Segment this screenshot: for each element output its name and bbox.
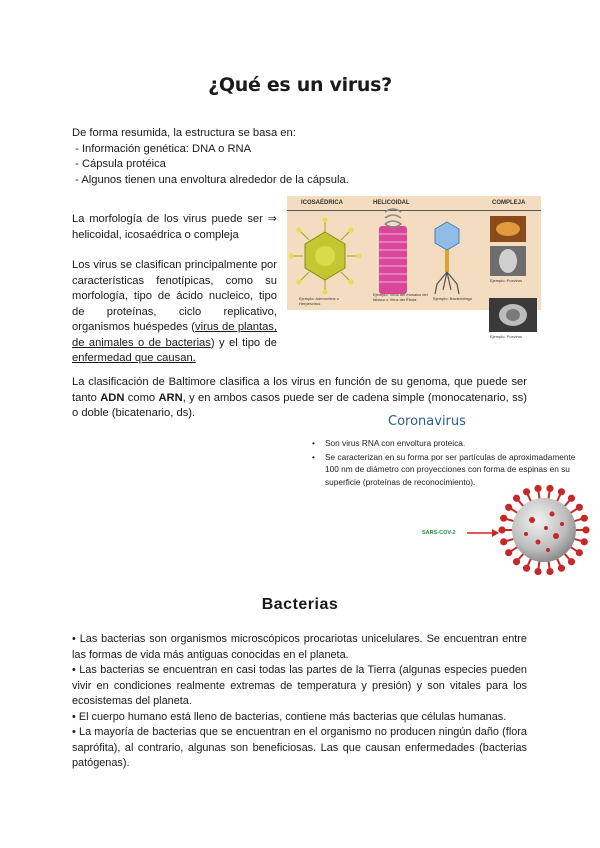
spike-tip bbox=[535, 486, 540, 491]
coronavirus-bullet: • Se caracterizan en su forma por ser partículas de aproximadamente 100 nm de diámetro con proyecciones con forma de espinas en su superficie (proteínas de reconocimiento). bbox=[310, 451, 590, 488]
spike-tip bbox=[577, 505, 582, 510]
figure-credit: Ejemplo: Poxvirus bbox=[490, 334, 523, 339]
dna-term: ADN bbox=[100, 391, 125, 404]
bacteriophage-icon bbox=[435, 222, 459, 294]
spike-tip bbox=[499, 527, 504, 532]
coronavirus-icon bbox=[498, 484, 590, 576]
coronavirus-bullets bbox=[310, 437, 590, 490]
spike-tip bbox=[547, 486, 552, 491]
helical-caption: Ejemplo: Virus del mosaico del tabaco o Virus del Ébola bbox=[373, 292, 428, 302]
bacteria-bullet: • Las bacterias se encuentran en casi todas las partes de la Tierra (algunas especies pueden vivir en condiciones realmente extremas de temperatura y presión) y son vitales para los ecosistemas del planeta. bbox=[72, 664, 527, 707]
morphology-paragraph bbox=[72, 212, 277, 243]
spike-tip bbox=[583, 527, 588, 532]
spike-tip bbox=[506, 550, 511, 555]
spike-tip bbox=[559, 489, 564, 494]
classification-text: Los virus se clasifican principalmente por características fenotípicas, como su morfología, tipo de ácido nucleico, tipo de proteínas, ciclo replicativo, organismos huéspedes ( bbox=[72, 259, 277, 333]
baltimore-text: , y en ambos casos puede ser de cadena simple (monocatenario, ss) o doble (bicatenario, ds). bbox=[72, 391, 527, 419]
spike-tip bbox=[577, 550, 582, 555]
classification-paragraph bbox=[72, 258, 277, 367]
structure-intro: De forma resumida, la estructura se basa en: bbox=[72, 127, 296, 139]
classification-text: ) y el tipo de bbox=[210, 336, 277, 349]
morphology-line: La morfología de los virus puede ser ⇒ bbox=[72, 213, 277, 225]
structure-item: - Algunos tienen una envoltura alrededor de la cápsula. bbox=[72, 173, 349, 186]
phage-caption: Ejemplo: Bacteriófago bbox=[433, 296, 473, 301]
structure-item: - Cápsula protéica bbox=[72, 158, 166, 170]
icosahedral-caption: Ejemplo: Adenovirus o Herpesvirus bbox=[299, 296, 339, 306]
disease-link[interactable]: enfermedad que causan. bbox=[72, 352, 196, 364]
spike-tip bbox=[582, 516, 587, 521]
sars-cov-2-label: SARS-COV-2 bbox=[422, 530, 456, 536]
baltimore-text: como bbox=[124, 391, 159, 404]
bacteria-bullets bbox=[72, 632, 527, 772]
spike-tip bbox=[569, 559, 574, 564]
coronavirus-bullet: • Son virus RNA con envoltura proteica. bbox=[310, 437, 590, 449]
spike-tip bbox=[501, 539, 506, 544]
spike-tip bbox=[506, 505, 511, 510]
page-title: ¿Qué es un virus? bbox=[208, 74, 392, 96]
helical-header: HELICOIDAL bbox=[373, 200, 410, 206]
poxvirus-photo bbox=[489, 298, 537, 332]
spike-tip bbox=[547, 569, 552, 574]
spike-tip bbox=[514, 496, 519, 501]
bacteria-title: Bacterias bbox=[261, 596, 339, 613]
structure-item: - Información genética: DNA o RNA bbox=[72, 142, 252, 155]
bacteria-bullet: • El cuerpo humano está lleno de bacterias, contiene más bacterias que células humanas. bbox=[72, 710, 507, 723]
arrow-right-icon bbox=[466, 528, 500, 538]
helical-virus-icon bbox=[379, 209, 407, 294]
rna-term: ARN bbox=[158, 391, 183, 404]
morphology-line: helicoidal, icosaédrica o compleja bbox=[72, 228, 239, 241]
coronavirus-title: Coronavirus bbox=[388, 414, 466, 429]
bacteria-bullet: • La mayoría de bacterias que se encuentran en el organismo no producen ningún daño (flora saprófita), al contrario, algunas son beneficiosas. Las que causan enfermedades (bacterias patógenas). bbox=[72, 726, 527, 769]
icosahedral-header: ICOSAÉDRICA bbox=[301, 200, 344, 206]
spike-tip bbox=[514, 559, 519, 564]
icosahedral-virus-icon bbox=[289, 218, 362, 295]
complex-caption: Ejemplo: Poxvirus bbox=[490, 278, 523, 283]
structure-section bbox=[72, 126, 372, 188]
spike-tip bbox=[569, 496, 574, 501]
complex-header: COMPLEJA bbox=[492, 200, 526, 206]
spike-tip bbox=[501, 516, 506, 521]
spike-tip bbox=[524, 566, 529, 571]
spike-tip bbox=[582, 539, 587, 544]
virus-morphology-figure bbox=[287, 196, 541, 310]
baltimore-text: La clasificación de Baltimore clasifica a los virus en función de su genoma, que puede ser tanto bbox=[72, 376, 527, 404]
spike-tip bbox=[524, 489, 529, 494]
bacteria-bullet: • Las bacterias son organismos microscópicos procariotas unicelulares. Se encuentran entre las formas de vida más antiguas conocidas en el planeta. bbox=[72, 633, 527, 661]
host-link[interactable]: virus de plantas, de animales o de bacterias bbox=[72, 321, 278, 349]
spike-tip bbox=[535, 569, 540, 574]
spike-tip bbox=[559, 566, 564, 571]
